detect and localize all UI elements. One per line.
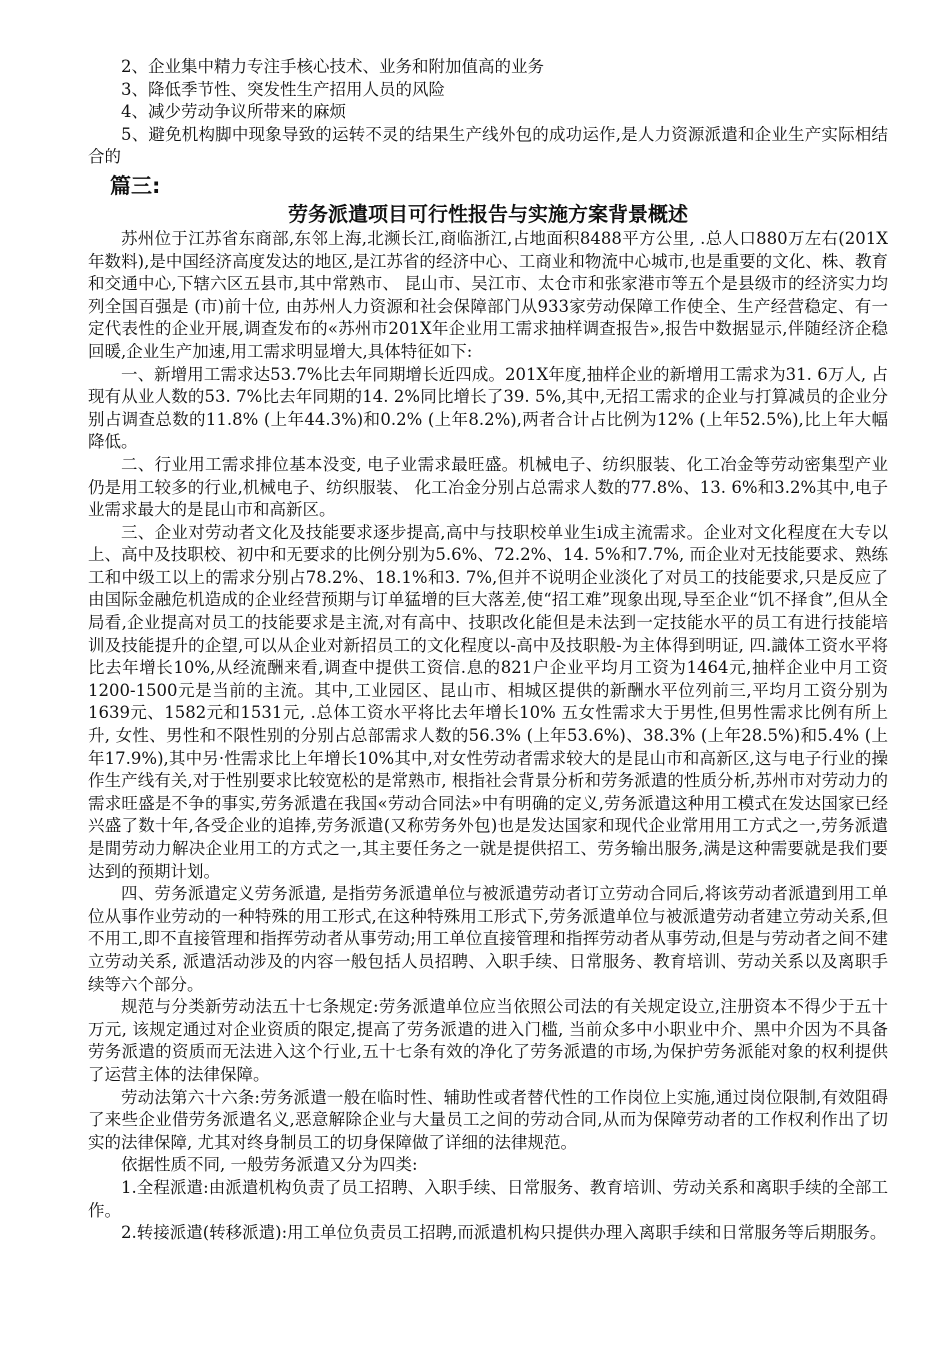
paragraph: 2.转接派遣(转移派遣):用工单位负责员工招聘,而派遣机构只提供办理入离职手续和日常服务等后期服务。 xyxy=(121,1223,887,1243)
document-page xyxy=(88,56,888,1245)
paragraph: 四、劳务派遣定义劳务派遣, 是指劳务派遣单位与被派遣劳动者订立劳动合同后,将该劳动者派遣到用工单位从事作业劳动的一种特殊的用工形式,在这种特殊用工形式下,劳务派遣单位与被派遣劳动者建立劳动关系,但不用工,即不直接管理和指挥劳动者从事劳动;用工单位直接管理和指挥劳动者从事劳动,但是与劳动者之间不建立劳动关系, 派遣活动涉及的内容一般包括人员招聘、入职手续、日常服务、教育培训、劳动关系以及离职手续等六个部分。 xyxy=(88,884,888,994)
paragraph: 1.全程派遣:由派遣机构负责了员工招聘、入职手续、日常服务、教育培训、劳动关系和离职手续的全部工作。 xyxy=(88,1177,888,1220)
paragraph: 规范与分类新劳动法五十七条规定:劳务派遣单位应当依照公司法的有关规定设立,注册资本不得少于五十万元, 该规定通过对企业资质的限定,提高了劳务派遣的进入门槛, 当前众多中小职业中介、黑中介因为不具备劳务派遣的资质而无法进入这个行业,五十七条有效的净化了劳务派遣的市场,为保护劳务派能对象的权利提供了运营主体的法律保障。 xyxy=(88,997,888,1084)
paragraph: 依据性质不同, 一般劳务派遣又分为四类: xyxy=(121,1155,418,1175)
section-heading: 篇三: xyxy=(110,173,161,198)
paragraph: 劳动法第六十六条:劳务派遣一般在临时性、辅助性或者替代性的工作岗位上实施,通过岗位限制,有效阻碍了来些企业借劳务派遣名义,恶意解除企业与大量员工之间的劳动合同,从而为保障劳动者的工作权利作出了切实的法律保障, 尤其对终身制员工的切身保障做了详细的法律规范。 xyxy=(88,1087,888,1152)
paragraph: 苏州位于江苏省东商部,东邻上海,北濒长江,商临浙江,占地面积8488平方公里, .总人口880万左右(201X年数料),是中国经济高度发达的地区,是江苏省的经济中心、工商业和物流中心城市,也是重要的文化、株、教育和交通中心,下辖六区五县市,其中常熟市、 昆山市、吴江市、太仓市和张家港市等五个是县级市的经济实力均列全国百强是 (市)前十位, 由苏州人力资源和社会保障部门从933家劳动保障工作使全、生产经营稳定、有一定代表性的企业开展,调查发布的«苏州市201X年企业用工需求抽样调查报告»,报告中数据显示,伴随经济企稳回暖,企业生产加速,用工需求明显增大,具体特征如下: xyxy=(88,228,888,361)
intro-list-item: 3、降低季节性、突发性生产招用人员的风险 xyxy=(121,79,445,99)
intro-list-item: 4、减少劳动争议所带来的麻烦 xyxy=(121,102,346,122)
intro-list-item: 2、企业集中精力专注手核心技术、业务和附加值高的业务 xyxy=(121,57,544,76)
paragraph: 三、企业对劳动者文化及技能要求逐步提高,高中与技职校单业生i成主流需求。企业对文化程度在大专以上、高中及技职校、初中和无要求的比例分别为5.6%、72.2%、14. 5%和7.7%, 而企业对无技能要求、熟练工和中级工以上的需求分别占78.2%、18.1%和3. 7%,但并不说明企业淡化了对员工的技能要求,只是反应了由国际金融危机造成的企业经营预期与订单猛增的巨大落差,使“招工难”现象出现,导至企业“饥不择食”,但从全局看,企业提高对员工的技能要求是主流,对有高中、技职改化能但是未法到一定技能水平的员工有进行技能培训及技能提升的企望,可以从企业对新招员工的文化程度以-高中及技职般-为主体得到明证, 四.識体工资水平将比去年增长10%,从经流酬来看,调查中提供工资信.息的821户企业平均月工资为1464元,抽样企业中月工资1200-1500元是当前的主流。其中,工业园区、昆山市、相城区提供的新酬水平位列前三,平均月工资分别为1639元、1582元和1531元, .总体工资水平将比去年增长10% 五女性需求大于男性,但男性需求比例有所上升, 女性、男性和不限性别的分别占总部需求人数的56.3% (上年53.6%)、38.3% (上年28.5%)和5.4% (上年17.9%),其中另·性需求比上年增长10%其中,对女性劳动者需求较大的是昆山市和高新区,这与电子行业的操作生产线有关,对于性别要求比较宽松的是常熟市, 根指社会背景分析和劳务派遣的性质分析,苏州市对劳动力的需求旺盛是不争的事实,劳务派遣在我国«劳动合同法»中有明确的定义,劳务派遣这种用工模式在发达国家已经兴盛了数十年,各受企业的追捧,劳务派遣(又称劳务外包)也是发达国家和现代企业常用用工方式之一,劳务派遣是閒劳动力解决企业用工的方式之一,其主要任务之一就是提供招工、劳务输出服务,满是这种需要就是我们要达到的预期计划。 xyxy=(88,522,888,881)
document-title: 劳务派遣项目可行性报告与实施方案背景概述 xyxy=(288,201,688,226)
paragraph: 二、行业用工需求排位基本没变, 电子业需求最旺盛。机械电子、纺织服装、化工冶金等劳动密集型产业仍是用工较多的行业,机械电子、纺织服装、 化工冶金分别占总需求人数的77.8%、13. 6%和3.2%其中,电子业需求最大的是昆山市和高新区。 xyxy=(88,454,888,520)
intro-list-item: 5、避免机构脚中现象导致的运转不灵的结果生产线外包的成功运作,是人力资源派遣和企业生产实际相结合的 xyxy=(88,124,888,167)
paragraph: 一、新增用工需求达53.7%比去年同期增长近四成。201X年度,抽样企业的新增用工需求为31. 6万人, 占现有从业人数的53. 7%比去年同期的14. 2%同比增长了39. 5%,其中,无招工需求的企业与打算减员的企业分别占调查总数的11.8% (上年44.3%)和0.2% (上年8.2%),两者合计占比例为12% (上年52.5%),比上年大幅降低。 xyxy=(88,364,888,452)
